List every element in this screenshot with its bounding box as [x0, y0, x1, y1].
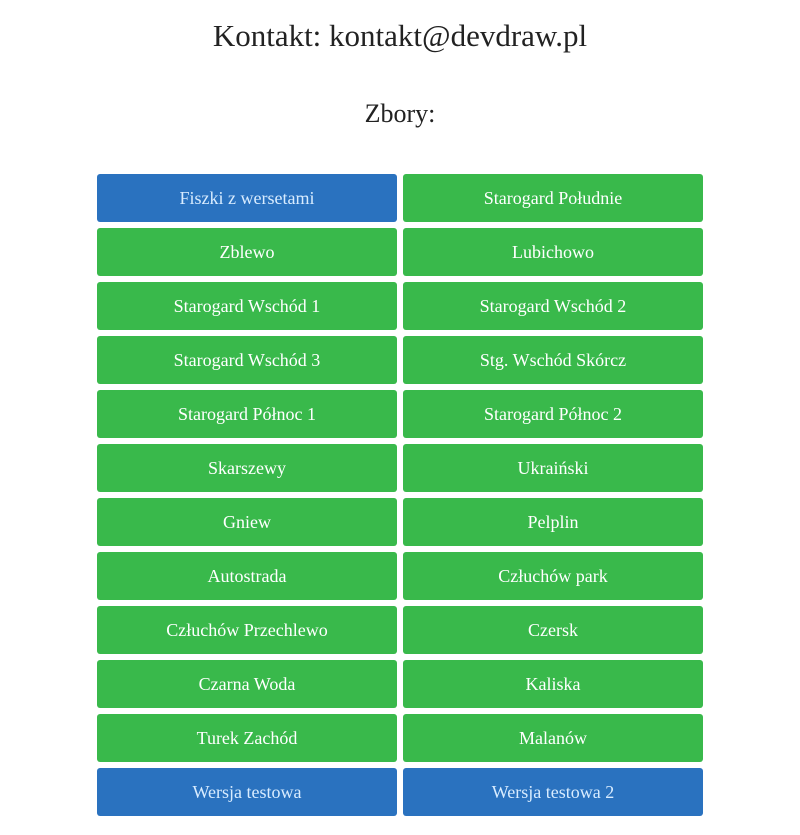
congregation-button-starogard-poludnie[interactable]: Starogard Południe [403, 174, 703, 222]
congregation-button-zblewo[interactable]: Zblewo [97, 228, 397, 276]
congregations-heading: Zbory: [364, 99, 436, 128]
congregation-button-ukrainski[interactable]: Ukraiński [403, 444, 703, 492]
congregation-button-stg-wschod-skorcz[interactable]: Stg. Wschód Skórcz [403, 336, 703, 384]
congregation-button-starogard-wschod-1[interactable]: Starogard Wschód 1 [97, 282, 397, 330]
congregation-button-grid [97, 174, 703, 816]
congregation-button-starogard-polnoc-2[interactable]: Starogard Północ 2 [403, 390, 703, 438]
congregation-button-autostrada[interactable]: Autostrada [97, 552, 397, 600]
congregation-button-starogard-polnoc-1[interactable]: Starogard Północ 1 [97, 390, 397, 438]
flashcards-button[interactable]: Fiszki z wersetami [97, 174, 397, 222]
congregation-button-pelplin[interactable]: Pelplin [403, 498, 703, 546]
congregation-button-starogard-wschod-3[interactable]: Starogard Wschód 3 [97, 336, 397, 384]
congregation-button-czersk[interactable]: Czersk [403, 606, 703, 654]
congregation-button-malanow[interactable]: Malanów [403, 714, 703, 762]
congregation-button-lubichowo[interactable]: Lubichowo [403, 228, 703, 276]
test-version-button[interactable]: Wersja testowa [97, 768, 397, 816]
contact-heading: Kontakt: kontakt@devdraw.pl [212, 18, 588, 53]
congregation-button-kaliska[interactable]: Kaliska [403, 660, 703, 708]
congregation-button-czluchow-park[interactable]: Człuchów park [403, 552, 703, 600]
congregation-button-skarszewy[interactable]: Skarszewy [97, 444, 397, 492]
test-version-2-button[interactable]: Wersja testowa 2 [403, 768, 703, 816]
congregation-button-turek-zachod[interactable]: Turek Zachód [97, 714, 397, 762]
congregation-button-starogard-wschod-2[interactable]: Starogard Wschód 2 [403, 282, 703, 330]
congregation-button-czluchow-przechlewo[interactable]: Człuchów Przechlewo [97, 606, 397, 654]
congregation-button-czarna-woda[interactable]: Czarna Woda [97, 660, 397, 708]
congregation-button-gniew[interactable]: Gniew [97, 498, 397, 546]
